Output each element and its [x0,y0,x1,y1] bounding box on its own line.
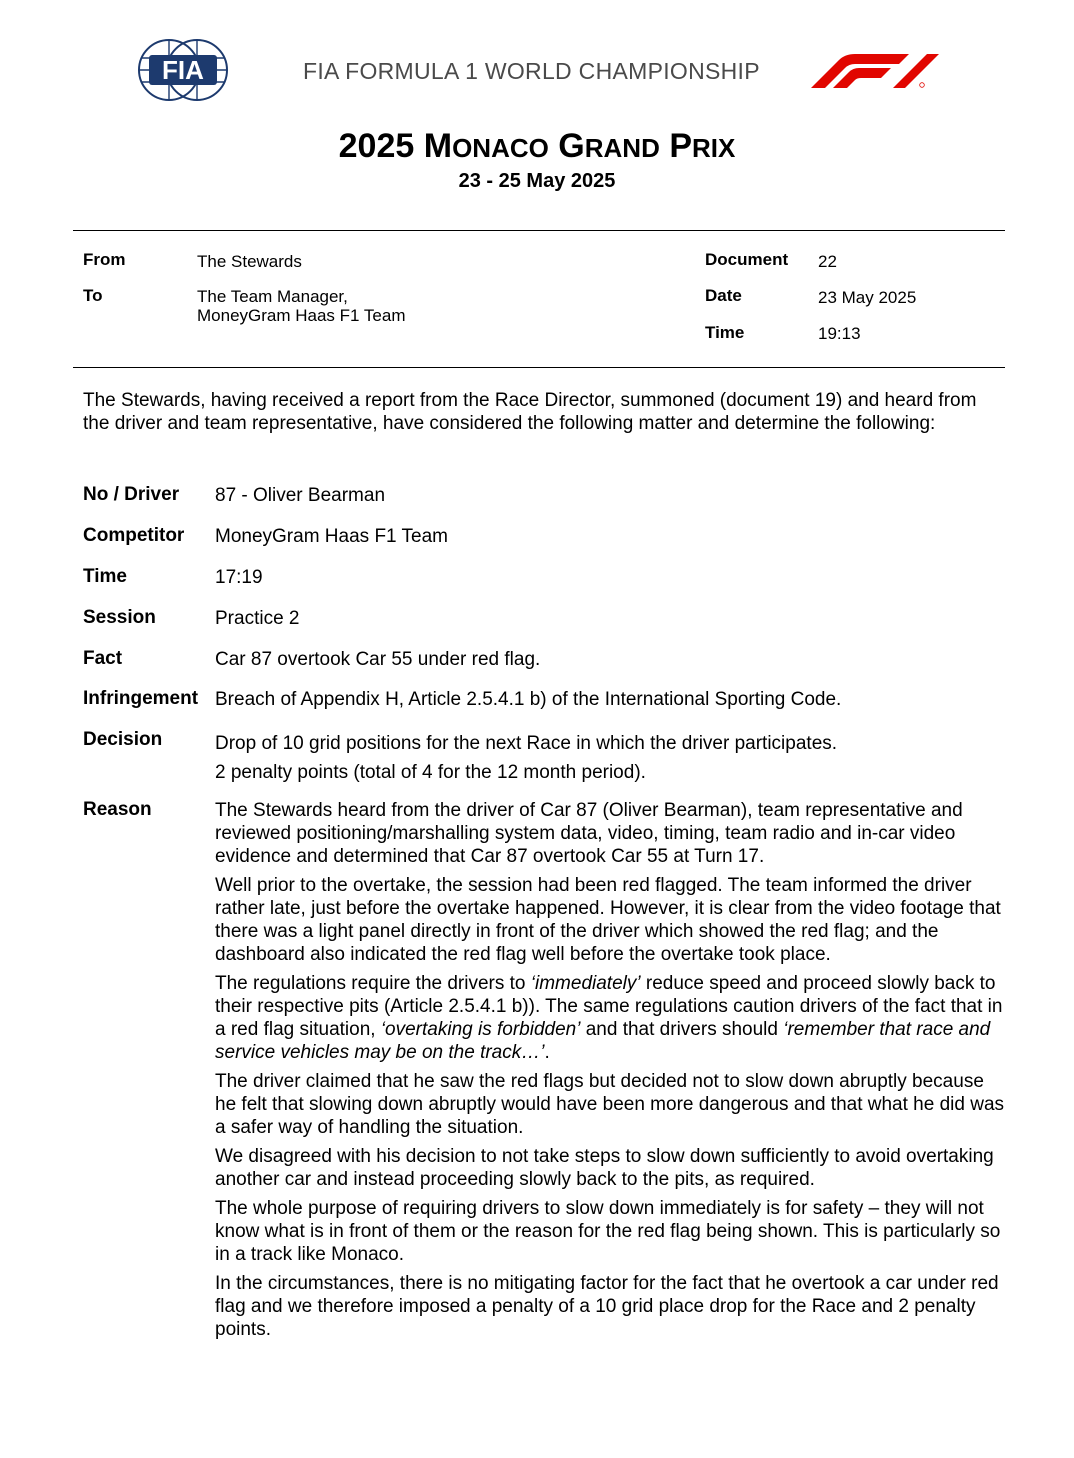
decision-label: Decision [83,729,163,750]
title-cap: G [558,127,585,165]
driver-label: No / Driver [83,484,180,505]
to-value-line1: The Team Manager, [197,287,348,306]
event-title-word1 [424,127,549,165]
time-field-label: Time [83,566,128,587]
reason-paragraph-3 [215,972,1005,1064]
fact-label: Fact [83,648,123,669]
title-rest: ONACO [452,133,549,163]
to-label: To [83,286,103,305]
f1-logo [809,52,941,90]
to-value-line2: MoneyGram Haas F1 Team [197,306,406,325]
event-dates: 23 - 25 May 2025 [458,170,616,192]
infringement-value: Breach of Appendix H, Article 2.5.4.1 b) of the International Sporting Code. [215,689,842,710]
event-title-year: 2025 [338,127,415,165]
time-field-value: 17:19 [215,567,263,588]
from-value: The Stewards [197,252,302,271]
decision-value [215,729,837,787]
intro-paragraph: The Stewards, having received a report from the Race Director, summoned (document 19) and heard from the driver and team representative, have considered the following matter and determine the following: [83,390,977,434]
quote-immediately: ‘immediately’ [530,973,641,994]
decision-line2: 2 penalty points (total of 4 for the 12 month period). [215,762,646,783]
decision-line1: Drop of 10 grid positions for the next Race in which the driver participates. [215,733,838,754]
fia-logo-text: FIA [162,55,204,85]
text-run: . [544,1042,550,1063]
reason-paragraph-1: The Stewards heard from the driver of Car 87 (Oliver Bearman), team representative and reviewed positioning/marshalling system data, video, timing, team radio and in-car video evidence and determined that Car 87 overtook Car 55 at Turn 17. [215,800,963,867]
competitor-value: MoneyGram Haas F1 Team [215,526,449,547]
event-title-word2 [558,127,660,165]
fact-value: Car 87 overtook Car 55 under red flag. [215,649,541,670]
event-title-word3 [669,127,735,165]
reason-paragraph-4: The driver claimed that he saw the red flags but decided not to slow down abruptly because he felt that slowing down abruptly would have been more dangerous and that what he did was a safer way of handling the situation. [215,1071,1005,1138]
quote-vehicles-on-track: ‘remember that race and service vehicles may be on the track…’ [215,1019,991,1063]
text-run: The regulations require the drivers to [215,973,531,994]
quote-overtaking-forbidden: ‘overtaking is forbidden’ [380,1019,581,1040]
text-run: reduce speed and proceed slowly back to their respective pits (Article 2.5.4.1 b)). The same regulations caution drivers of the fact that in a red flag situation, [215,973,1003,1040]
title-rest: RIX [692,133,736,163]
session-value: Practice 2 [215,608,300,629]
reason-paragraph-7: In the circumstances, there is no mitigating factor for the fact that he overtook a car under red flag and we therefore imposed a penalty of a 10 grid place drop for the Race and 2 penalty points. [215,1273,999,1340]
time-label: Time [705,323,745,342]
document-label: Document [705,250,789,269]
time-value: 19:13 [818,324,861,343]
date-value: 23 May 2025 [818,288,917,307]
championship-title: FIA FORMULA 1 WORLD CHAMPIONSHIP [303,58,760,84]
from-label: From [83,250,126,269]
reason-paragraph-6: The whole purpose of requiring drivers to slow down immediately is for safety – they will not know what is in front of them or the reason for the red flag being shown. This is particularly so in a track like Monaco. [215,1198,1001,1265]
title-cap: P [669,127,692,165]
session-label: Session [83,607,156,628]
reason-paragraph-2: Well prior to the overtake, the session had been red flagged. The team informed the driver rather late, just before the overtake happened. However, it is clear from the video footage that there was a light panel directly in front of the driver which showed the red flag; and the dashboard also indicated the red flag well before the overtake took place. [215,875,1001,965]
title-rest: RAND [584,133,660,163]
driver-value: 87 - Oliver Bearman [215,485,386,506]
text-run: and that drivers should [580,1019,784,1040]
reason-paragraph-5: We disagreed with his decision to not take steps to slow down sufficiently to avoid overtaking another car and instead proceeding slowly back to the pits, as required. [215,1146,994,1190]
reason-label: Reason [83,799,152,820]
date-label: Date [705,286,742,305]
title-cap: M [423,127,453,165]
event-title [0,127,1074,166]
top-divider [73,230,1005,231]
fia-logo [137,38,229,102]
infringement-label: Infringement [83,688,199,709]
reason-body [215,799,1005,1347]
bottom-divider [73,367,1005,368]
competitor-label: Competitor [83,525,185,546]
document-value: 22 [818,252,837,271]
